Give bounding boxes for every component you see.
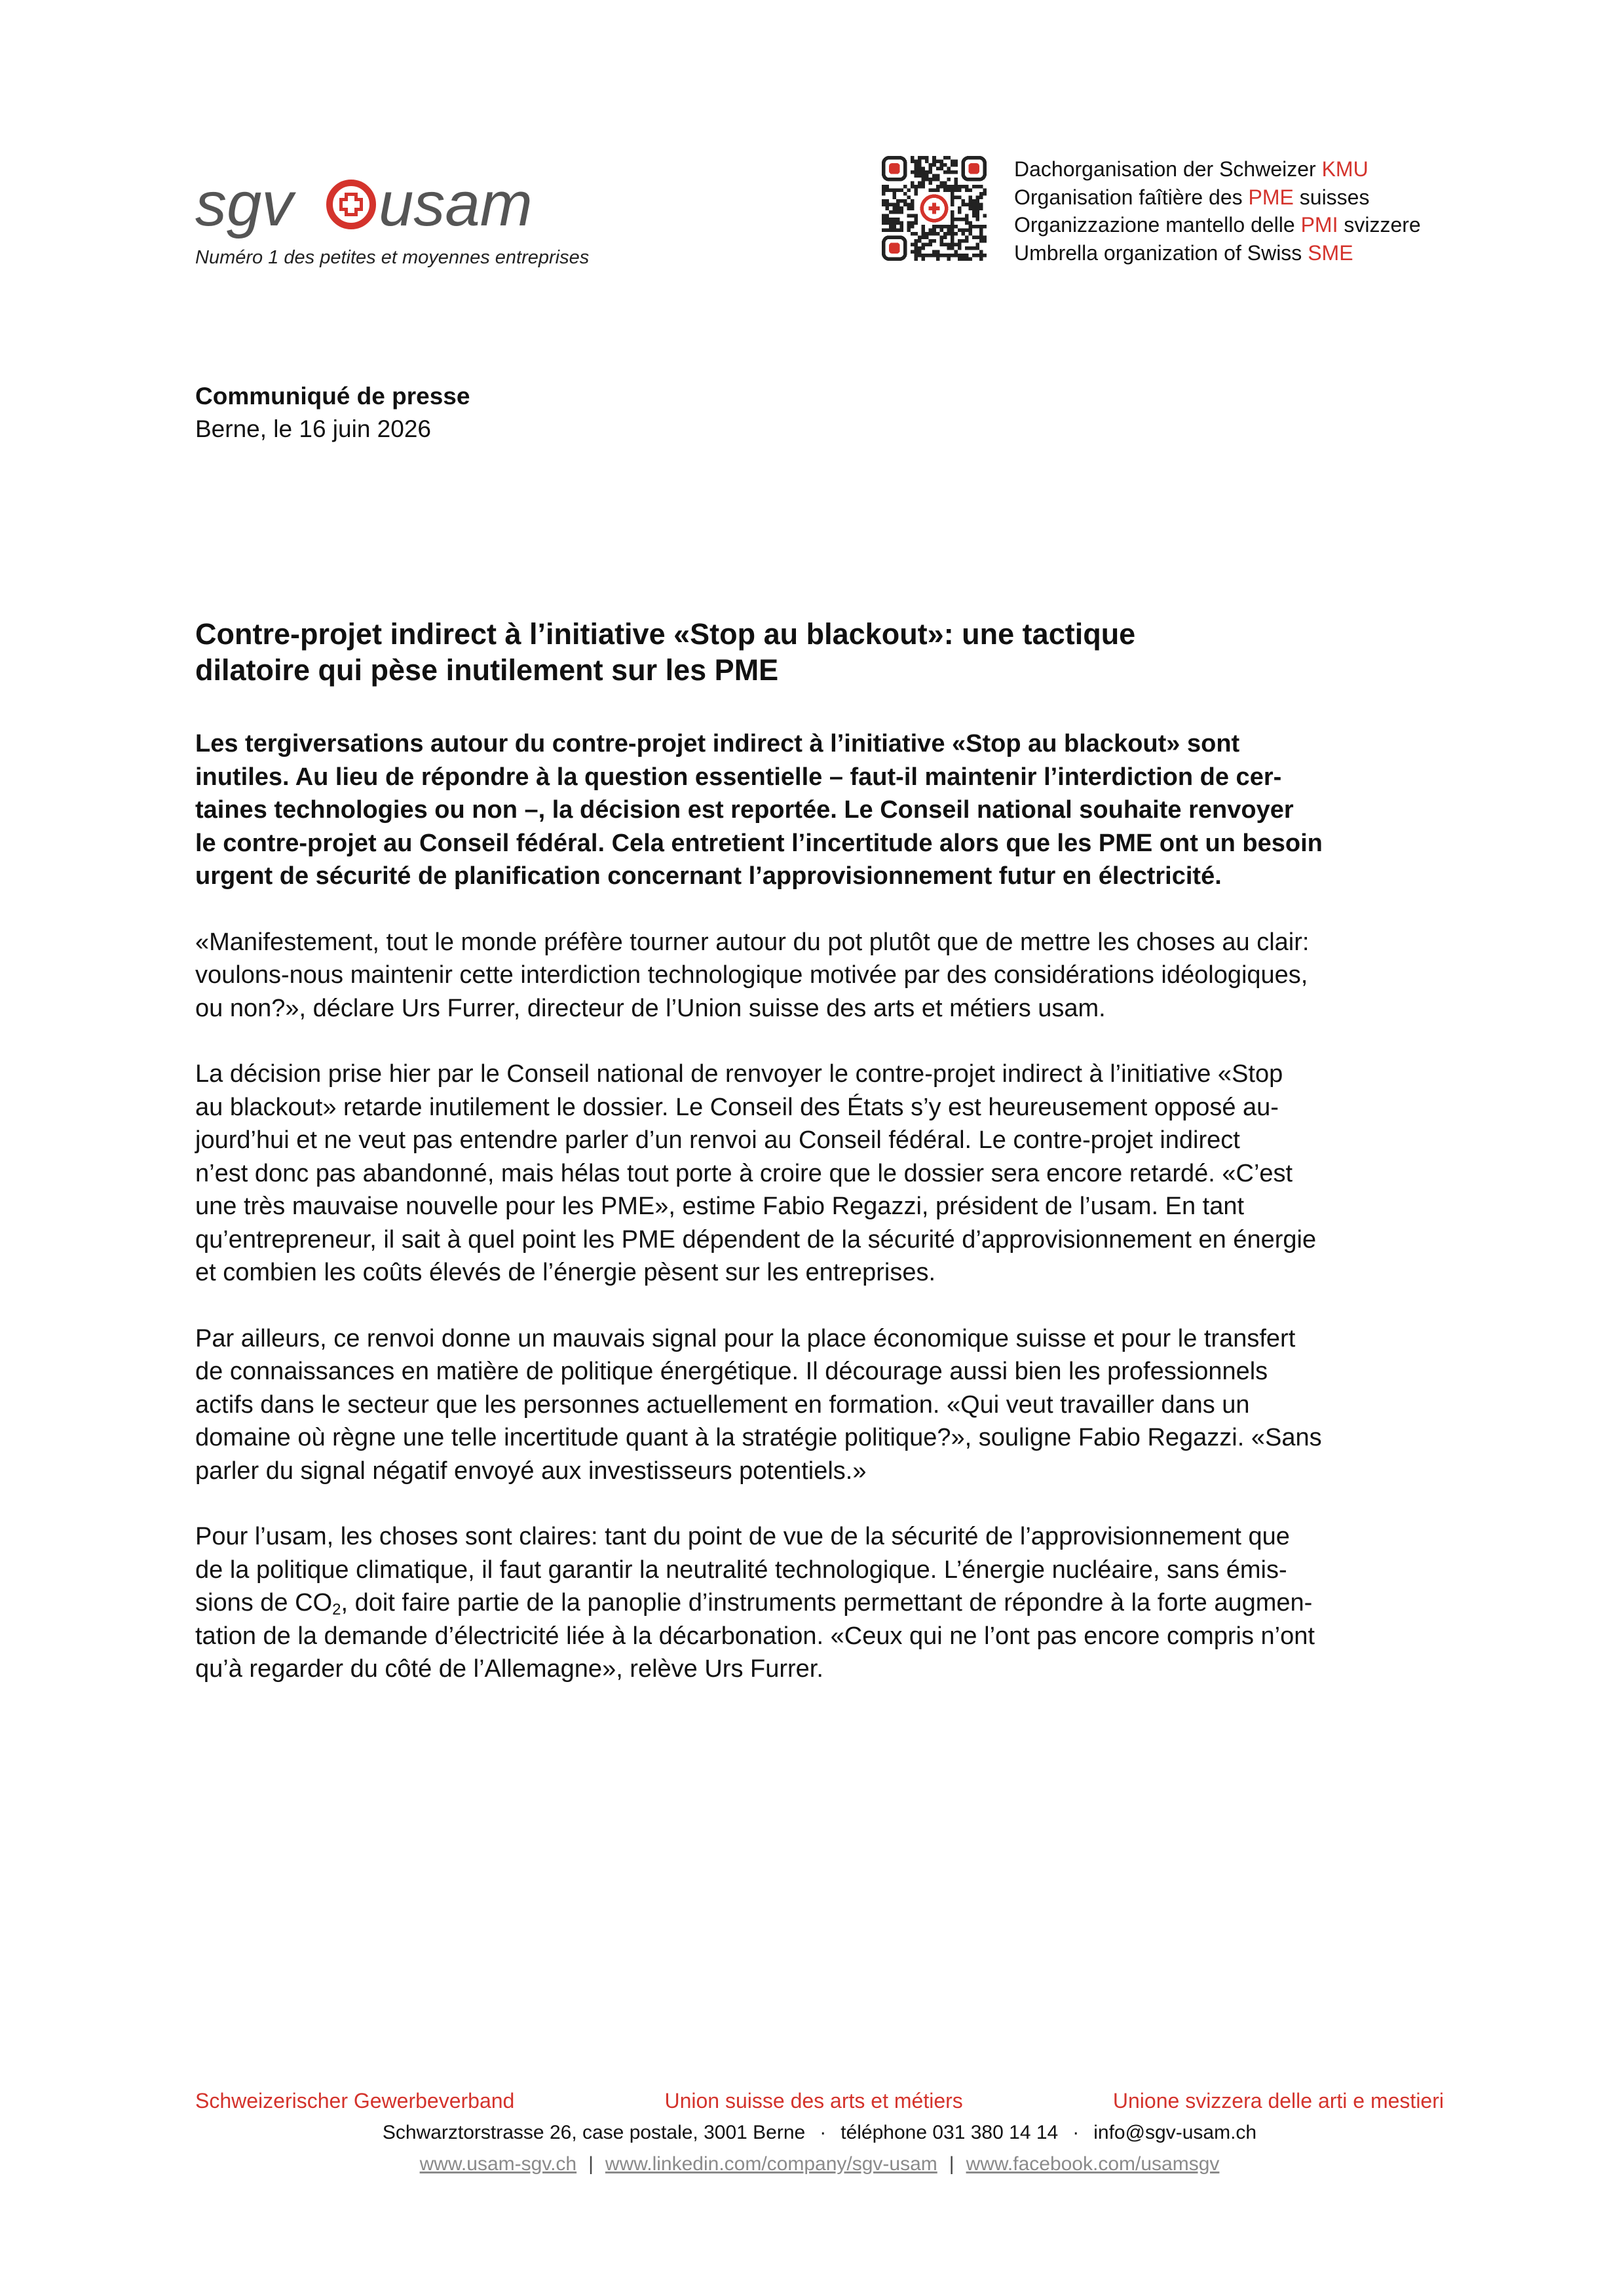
lead-paragraph: Les tergiversations autour du contre-projet indirect à l’initiative «Stop au blackout» sont inutiles. Au lieu de répondre à la question essentielle – faut-il maintenir l’interdiction de cer- taines technologies ou non –, la décision est reportée. Le Conseil national souhaite renvoyer le contre-projet au Conseil fédéral. Cela entretient l’incertitude alors que les PME ont un besoin urgent de sécurité de planification concernant l’approvisionnement futur en électricité. xyxy=(195,730,1323,890)
footer-address: Schwarztorstrasse 26, case postale, 3001 Berne xyxy=(382,2122,806,2143)
body-paragraph-2: La décision prise hier par le Conseil national de renvoyer le contre-projet indirect à l’initiative «Stop au blackout» retarde inutilement le dossier. Le Conseil des États s’y est heureusement opposé au- jourd’hui et ne veut pas entendre parler d’un renvoi au Conseil fédéral. Le contre-projet indirect n’est donc pas abandonné, mais hélas tout porte à croire que le dossier sera encore retardé. «C’est une très mauvaise nouvelle pour les PME», estime Fabio Regazzi, président de l’usam. En tant qu’entrepreneur, il sait à quel point les PME dépendent de la sécurité d’approvisionnement en énergie et combien les coûts élevés de l’énergie pèsent sur les entreprises. xyxy=(195,1060,1317,1286)
document-type: Communiqué de presse xyxy=(195,383,470,410)
footer-name-fr: Union suisse des arts et métiers xyxy=(664,2089,963,2113)
org-line-it: Organizzazione mantello delle PMI svizzere xyxy=(1014,213,1421,237)
body-paragraph-4: Pour l’usam, les choses sont claires: tant du point de vue de la sécurité de l’approvisionnement que de la politique climatique, il faut garantir la neutralité technologique. L’énergie nucléaire, sans émis- sions de $CO_2$, doit faire partie de la panoplie d’instruments permettant de répondre à la forte augmen- tation de la demande d’électricité liée à la décarbonation. «Ceux qui ne l’ont pas encore compris n’ont qu’à regarder du côté de l’Allemagne», relève Urs Furrer. xyxy=(195,1520,1453,1686)
org-line-fr: Organisation faîtière des PME suisses xyxy=(1014,185,1370,209)
footer-name-it: Unione svizzera delle arti e mestieri xyxy=(1112,2089,1444,2113)
press-release-title: Contre-projet indirect à l’initiative «Stop au blackout»: une tactique dilatoire qui pèse inutilement sur les PME xyxy=(195,617,1136,687)
link-website[interactable]: www.usam-sgv.ch xyxy=(419,2153,577,2175)
qr-code-icon xyxy=(882,156,987,261)
body-paragraph-3: Par ailleurs, ce renvoi donne un mauvais signal pour la place économique suisse et pour le transfert de connaissances en matière de politique énergétique. Il décourage aussi bien les professionnels actifs dans le secteur que les personnes actuellement en formation. «Qui veut travailler dans un domaine où règne une telle incertitude quant à la stratégie politique?», souligne Fabio Regazzi. «Sans parler du signal négatif envoyé aux investisseurs potentiels.» xyxy=(195,1324,1322,1485)
footer-links: www.usam-sgv.ch | www.linkedin.com/company/sgv-usam | www.facebook.com/usamsgv xyxy=(419,2153,1220,2175)
link-linkedin[interactable]: www.linkedin.com/company/sgv-usam xyxy=(605,2153,937,2175)
logo-text-right: usam xyxy=(379,169,533,239)
link-facebook[interactable]: www.facebook.com/usamsgv xyxy=(966,2153,1220,2175)
footer-organisation-names xyxy=(195,2089,1444,2113)
co2-line: sions de $CO_2$, doit faire partie de la panoplie d’instruments permettant de répondre à la forte augmen- xyxy=(195,1589,1313,1618)
organisation-lines xyxy=(1014,155,1421,267)
document-date: Berne, le 16 juin 2026 xyxy=(195,415,431,442)
logo-text-left: sgv xyxy=(195,169,293,239)
sgv-usam-logo xyxy=(195,165,549,244)
logo-tagline: Numéro 1 des petites et moyennes entreprises xyxy=(195,247,590,268)
footer-email: info@sgv-usam.ch xyxy=(1093,2122,1257,2143)
org-line-de: Dachorganisation der Schweizer KMU xyxy=(1014,157,1369,181)
footer-name-de: Schweizerischer Gewerbeverband xyxy=(195,2089,515,2113)
swiss-cross-emblem-icon xyxy=(330,183,373,226)
body-paragraph-1: «Manifestement, tout le monde préfère tourner autour du pot plutôt que de mettre les choses au clair: voulons-nous maintenir cette interdiction technologique motivée par des considérations idéologiques, ou non?», déclare Urs Furrer, directeur de l’Union suisse des arts et métiers usam. xyxy=(195,928,1310,1022)
org-line-en: Umbrella organization of Swiss SME xyxy=(1014,240,1353,265)
press-release-body xyxy=(195,727,1453,1719)
footer-contact: Schwarztorstrasse 26, case postale, 3001 Berne · téléphone 031 380 14 14 · info@sgv-usam.ch xyxy=(382,2122,1257,2143)
footer-phone: téléphone 031 380 14 14 xyxy=(840,2122,1059,2143)
